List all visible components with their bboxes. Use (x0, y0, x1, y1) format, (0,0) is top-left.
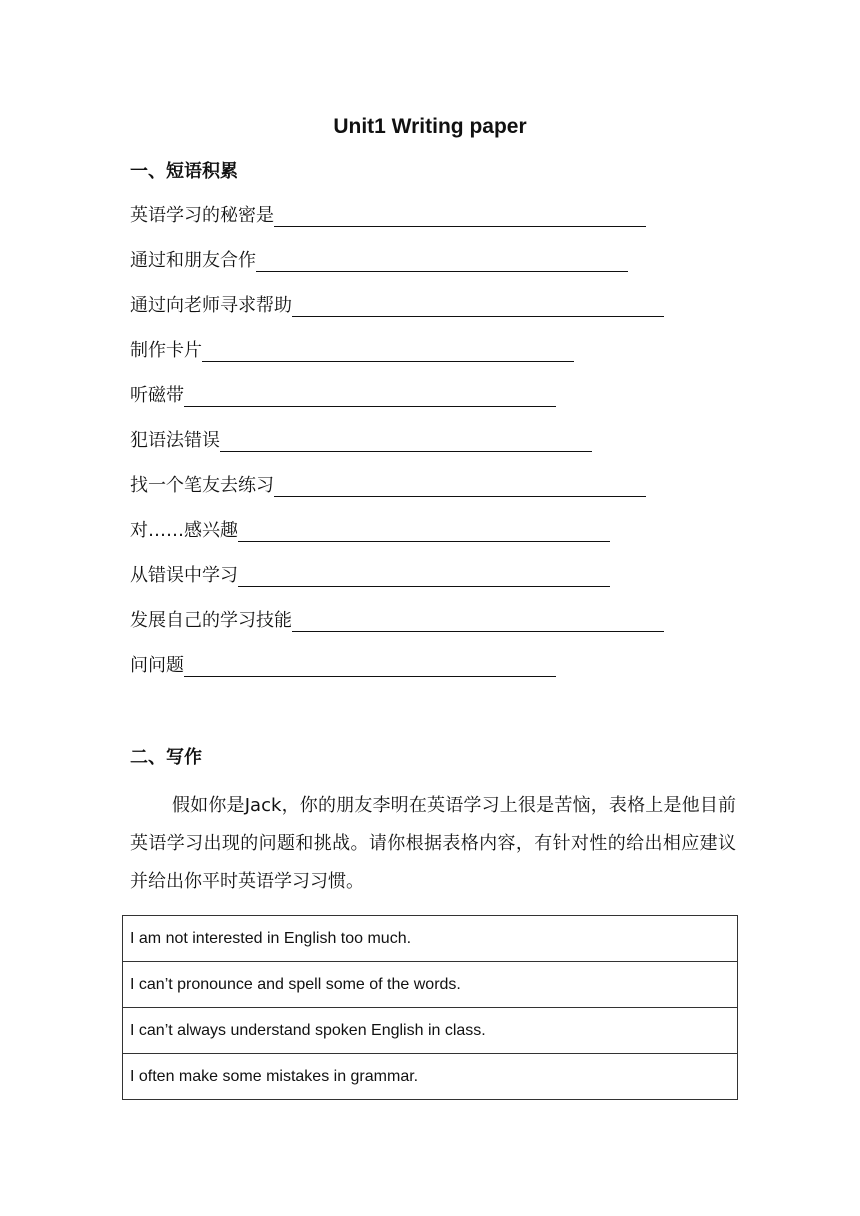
phrase-label: 制作卡片 (130, 340, 202, 361)
table-cell: I often make some mistakes in grammar. (123, 1054, 738, 1100)
phrase-label: 问问题 (130, 655, 184, 676)
phrase-label: 对……感兴趣 (130, 520, 238, 541)
section-heading-phrases: 一、短语积累 (130, 161, 238, 182)
phrase-label: 英语学习的秘密是 (130, 205, 274, 226)
table-row (123, 1054, 738, 1100)
answer-blank (238, 517, 610, 542)
answer-blank (274, 472, 646, 497)
phrase-item (130, 337, 664, 382)
writing-prompt: 假如你是Jack，你的朋友李明在英语学习上很是苦恼，表格上是他目前英语学习出现的问题和挑战。请你根据表格内容，有针对性的给出相应建议并给出你平时英语学习习惯。 (130, 795, 736, 892)
phrase-label: 犯语法错误 (130, 430, 220, 451)
phrase-item (130, 472, 664, 517)
section-heading-writing: 二、写作 (130, 747, 202, 768)
problem-table (122, 915, 738, 1100)
table-cell: I can’t pronounce and spell some of the words. (123, 962, 738, 1008)
table-cell: I am not interested in English too much. (123, 916, 738, 962)
answer-blank (292, 607, 664, 632)
phrase-item (130, 292, 664, 337)
phrase-label: 通过和朋友合作 (130, 250, 256, 271)
phrase-item (130, 427, 664, 472)
phrase-label: 从错误中学习 (130, 565, 238, 586)
phrase-item (130, 652, 664, 697)
table-row (123, 1008, 738, 1054)
phrase-list (130, 202, 664, 697)
phrase-label: 发展自己的学习技能 (130, 610, 292, 631)
page-title: Unit1 Writing paper (333, 115, 527, 138)
phrase-item (130, 517, 664, 562)
answer-blank (238, 562, 610, 587)
answer-blank (256, 247, 628, 272)
answer-blank (292, 292, 664, 317)
table-cell: I can’t always understand spoken English in class. (123, 1008, 738, 1054)
phrase-item (130, 382, 664, 427)
phrase-label: 听磁带 (130, 385, 184, 406)
answer-blank (184, 382, 556, 407)
phrase-item (130, 607, 664, 652)
phrase-item (130, 202, 664, 247)
phrase-label: 通过向老师寻求帮助 (130, 295, 292, 316)
table-row (123, 916, 738, 962)
answer-blank (202, 337, 574, 362)
answer-blank (220, 427, 592, 452)
phrase-item (130, 247, 664, 292)
phrase-label: 找一个笔友去练习 (130, 475, 274, 496)
answer-blank (184, 652, 556, 677)
phrase-item (130, 562, 664, 607)
answer-blank (274, 202, 646, 227)
table-row (123, 962, 738, 1008)
